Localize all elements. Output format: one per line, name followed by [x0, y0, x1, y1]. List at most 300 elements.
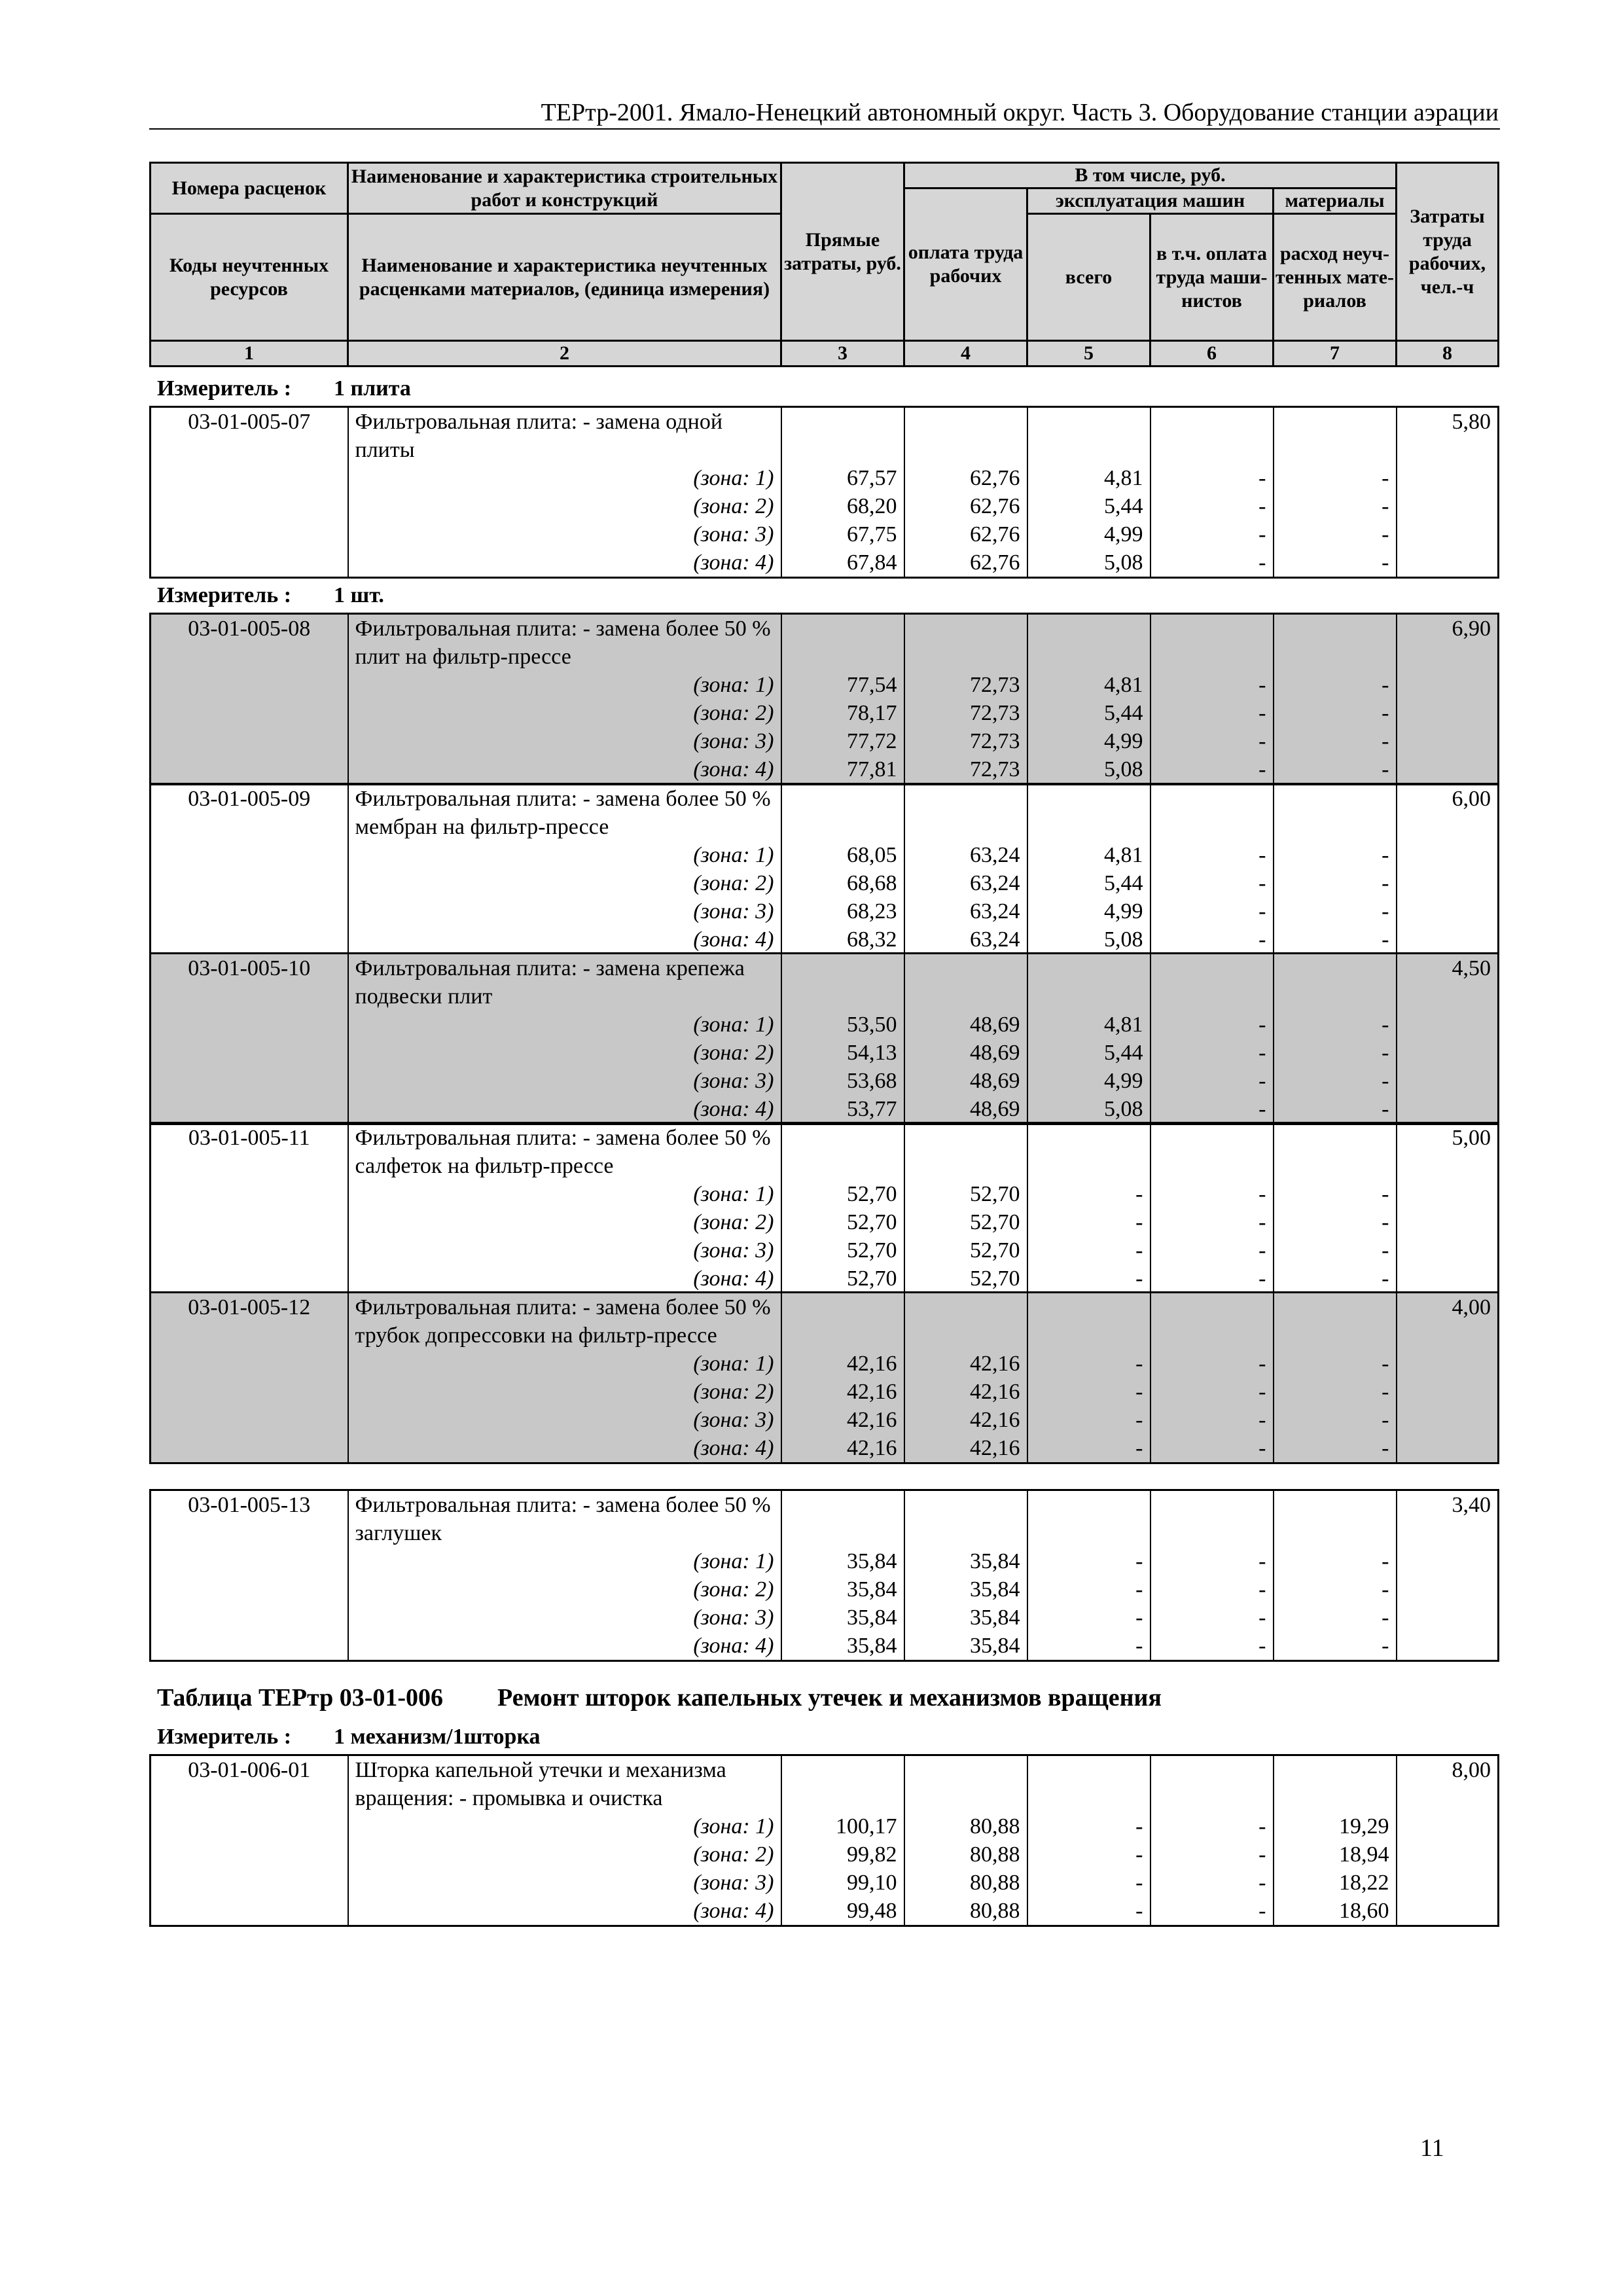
machines-total: - — [1027, 1812, 1150, 1840]
direct-costs: 35,84 — [781, 1632, 904, 1661]
table-row — [151, 614, 1499, 672]
machines-total: 5,44 — [1027, 492, 1150, 520]
worker-pay: 62,76 — [904, 492, 1027, 520]
worker-pay: 35,84 — [904, 1575, 1027, 1604]
machinist-pay: - — [1150, 1869, 1274, 1897]
worker-pay: 35,84 — [904, 1547, 1027, 1575]
worker-pay: 72,73 — [904, 671, 1027, 699]
worker-pay: 80,88 — [904, 1840, 1027, 1869]
zone-label: (зона: 4) — [348, 1434, 781, 1463]
empty-cell — [904, 614, 1027, 672]
table-row — [151, 1378, 1499, 1406]
direct-costs: 67,84 — [781, 548, 904, 578]
zone-label: (зона: 2) — [348, 699, 781, 727]
zone-label: (зона: 1) — [348, 1011, 781, 1039]
machinist-pay: - — [1150, 1632, 1274, 1661]
table-name: Ремонт шторок капельных утечек и механизмов вращения — [497, 1684, 1162, 1712]
empty-cell — [1027, 1755, 1150, 1813]
empty-cell — [1274, 614, 1397, 672]
direct-costs: 68,20 — [781, 492, 904, 520]
worker-pay: 62,76 — [904, 548, 1027, 578]
material-use: - — [1274, 1180, 1397, 1208]
machines-total: 4,99 — [1027, 1067, 1150, 1095]
table-row — [151, 1840, 1499, 1869]
machines-total: - — [1027, 1236, 1150, 1265]
direct-costs: 67,57 — [781, 464, 904, 492]
labor-cost: 4,00 — [1397, 1293, 1499, 1463]
worker-pay: 48,69 — [904, 1039, 1027, 1067]
material-use: - — [1274, 1350, 1397, 1378]
rate-code: 03-01-005-12 — [151, 1293, 348, 1463]
machines-total: - — [1027, 1869, 1150, 1897]
zone-label: (зона: 2) — [348, 492, 781, 520]
empty-cell — [1027, 954, 1150, 1011]
table-row — [151, 1067, 1499, 1095]
zone-label: (зона: 1) — [348, 1547, 781, 1575]
measure-value: 1 шт. — [334, 583, 384, 607]
machinist-pay: - — [1150, 1434, 1274, 1463]
direct-costs: 42,16 — [781, 1350, 904, 1378]
worker-pay: 62,76 — [904, 464, 1027, 492]
machines-total: 5,08 — [1027, 755, 1150, 785]
machines-total: - — [1027, 1547, 1150, 1575]
machinist-pay: - — [1150, 699, 1274, 727]
machinist-pay: - — [1150, 1604, 1274, 1632]
zone-label: (зона: 3) — [348, 1236, 781, 1265]
zone-label: (зона: 4) — [348, 1265, 781, 1294]
material-use: - — [1274, 1406, 1397, 1434]
table-row — [151, 954, 1499, 1011]
table-row — [151, 699, 1499, 727]
rate-name: Фильтровальная плита: - замена крепежа подвески плит — [348, 954, 781, 1011]
direct-costs: 77,54 — [781, 671, 904, 699]
machinist-pay: - — [1150, 1265, 1274, 1294]
machines-total: 4,81 — [1027, 464, 1150, 492]
worker-pay: 52,70 — [904, 1265, 1027, 1294]
table-row — [151, 1869, 1499, 1897]
machinist-pay: - — [1150, 1067, 1274, 1095]
machinist-pay: - — [1150, 727, 1274, 755]
worker-pay: 42,16 — [904, 1406, 1027, 1434]
empty-cell — [1274, 784, 1397, 842]
direct-costs: 53,68 — [781, 1067, 904, 1095]
col-number: 2 — [348, 341, 781, 367]
direct-costs: 42,16 — [781, 1378, 904, 1406]
direct-costs: 53,77 — [781, 1095, 904, 1124]
measure-label: Измеритель : — [157, 583, 292, 607]
empty-cell — [1150, 614, 1274, 672]
direct-costs: 42,16 — [781, 1406, 904, 1434]
header-materials: материалы — [1274, 188, 1397, 214]
col-number: 8 — [1397, 341, 1499, 367]
empty-cell — [904, 1755, 1027, 1813]
table-title — [157, 1683, 1162, 1712]
machines-total: 5,08 — [1027, 1095, 1150, 1124]
labor-cost: 3,40 — [1397, 1490, 1499, 1661]
direct-costs: 78,17 — [781, 699, 904, 727]
zone-label: (зона: 2) — [348, 1378, 781, 1406]
table-row — [151, 1208, 1499, 1236]
empty-cell — [1150, 1123, 1274, 1181]
direct-costs: 68,05 — [781, 841, 904, 869]
table-row — [151, 1575, 1499, 1604]
table-row — [151, 1406, 1499, 1434]
table-row — [151, 1350, 1499, 1378]
table-row — [151, 1490, 1499, 1548]
direct-costs: 99,48 — [781, 1897, 904, 1926]
empty-cell — [781, 1293, 904, 1350]
rate-name: Фильтровальная плита: - замена более 50 % заглушек — [348, 1490, 781, 1548]
material-use: - — [1274, 520, 1397, 548]
page-number: 11 — [1420, 2134, 1444, 2162]
header-worker-pay: оплата труда рабочих — [904, 188, 1027, 341]
empty-cell — [1274, 1293, 1397, 1350]
zone-label: (зона: 1) — [348, 1350, 781, 1378]
machinist-pay: - — [1150, 1095, 1274, 1124]
material-use: - — [1274, 464, 1397, 492]
col-number: 4 — [904, 341, 1027, 367]
rate-group — [149, 406, 1499, 579]
direct-costs: 54,13 — [781, 1039, 904, 1067]
empty-cell — [1150, 1293, 1274, 1350]
empty-cell — [1150, 407, 1274, 465]
empty-cell — [904, 1123, 1027, 1181]
direct-costs: 77,72 — [781, 727, 904, 755]
zone-label: (зона: 4) — [348, 1897, 781, 1926]
machines-total: 5,08 — [1027, 925, 1150, 955]
table-header — [149, 162, 1499, 367]
material-use: 19,29 — [1274, 1812, 1397, 1840]
direct-costs: 35,84 — [781, 1575, 904, 1604]
table-row — [151, 1265, 1499, 1294]
machines-total: - — [1027, 1208, 1150, 1236]
worker-pay: 35,84 — [904, 1604, 1027, 1632]
direct-costs: 52,70 — [781, 1180, 904, 1208]
zone-label: (зона: 4) — [348, 1095, 781, 1124]
table-row — [151, 1039, 1499, 1067]
zone-label: (зона: 3) — [348, 520, 781, 548]
table-row — [151, 671, 1499, 699]
direct-costs: 99,82 — [781, 1840, 904, 1869]
machines-total: 5,44 — [1027, 869, 1150, 897]
rate-group — [149, 613, 1499, 785]
rate-name: Фильтровальная плита: - замена более 50 % трубок допрессовки на фильтр-прессе — [348, 1293, 781, 1350]
empty-cell — [904, 954, 1027, 1011]
labor-cost: 8,00 — [1397, 1755, 1499, 1926]
header-including: В том числе, руб. — [904, 163, 1397, 188]
rate-name: Фильтровальная плита: - замена более 50 % салфеток на фильтр-прессе — [348, 1123, 781, 1181]
header-direct-costs: Прямые затраты, руб. — [781, 163, 904, 341]
empty-cell — [781, 1490, 904, 1548]
direct-costs: 53,50 — [781, 1011, 904, 1039]
material-use: - — [1274, 727, 1397, 755]
empty-cell — [781, 1755, 904, 1813]
table-row — [151, 755, 1499, 785]
machines-total: 4,99 — [1027, 897, 1150, 925]
zone-label: (зона: 4) — [348, 1632, 781, 1661]
machines-total: 4,81 — [1027, 671, 1150, 699]
measure-label: Измеритель : — [157, 376, 292, 401]
material-use: - — [1274, 1236, 1397, 1265]
machines-total: - — [1027, 1350, 1150, 1378]
machines-total: - — [1027, 1604, 1150, 1632]
worker-pay: 42,16 — [904, 1350, 1027, 1378]
rate-name: Фильтровальная плита: - замена более 50 % мембран на фильтр-прессе — [348, 784, 781, 842]
rate-code: 03-01-005-10 — [151, 954, 348, 1124]
material-use: - — [1274, 1547, 1397, 1575]
material-use: - — [1274, 1265, 1397, 1294]
machinist-pay: - — [1150, 1840, 1274, 1869]
measure-line — [157, 1724, 541, 1750]
direct-costs: 52,70 — [781, 1236, 904, 1265]
table-row — [151, 1812, 1499, 1840]
direct-costs: 42,16 — [781, 1434, 904, 1463]
rate-name: Фильтровальная плита: - замена более 50 % плит на фильтр-прессе — [348, 614, 781, 672]
material-use: - — [1274, 548, 1397, 578]
zone-label: (зона: 4) — [348, 925, 781, 955]
col-number: 1 — [151, 341, 348, 367]
table-row — [151, 1011, 1499, 1039]
machinist-pay: - — [1150, 1812, 1274, 1840]
table-row — [151, 548, 1499, 578]
worker-pay: 52,70 — [904, 1180, 1027, 1208]
material-use: - — [1274, 699, 1397, 727]
machinist-pay: - — [1150, 1350, 1274, 1378]
labor-cost: 6,90 — [1397, 614, 1499, 785]
empty-cell — [781, 407, 904, 465]
header-machinist-pay: в т.ч. оплата труда маши-нистов — [1150, 214, 1274, 341]
machines-total: - — [1027, 1434, 1150, 1463]
worker-pay: 48,69 — [904, 1067, 1027, 1095]
table-row — [151, 869, 1499, 897]
machinist-pay: - — [1150, 1236, 1274, 1265]
material-use: - — [1274, 1208, 1397, 1236]
zone-label: (зона: 4) — [348, 548, 781, 578]
material-use: - — [1274, 1378, 1397, 1406]
direct-costs: 52,70 — [781, 1208, 904, 1236]
machinist-pay: - — [1150, 492, 1274, 520]
machines-total: - — [1027, 1378, 1150, 1406]
machines-total: - — [1027, 1632, 1150, 1661]
header-material-use: расход неуч-тенных мате-риалов — [1274, 214, 1397, 341]
machines-total: - — [1027, 1575, 1150, 1604]
machinist-pay: - — [1150, 925, 1274, 955]
empty-cell — [1274, 954, 1397, 1011]
worker-pay: 72,73 — [904, 699, 1027, 727]
zone-label: (зона: 4) — [348, 755, 781, 785]
machinist-pay: - — [1150, 671, 1274, 699]
zone-label: (зона: 2) — [348, 1575, 781, 1604]
zone-label: (зона: 2) — [348, 1039, 781, 1067]
rate-code: 03-01-005-08 — [151, 614, 348, 785]
material-use: - — [1274, 671, 1397, 699]
measure-value: 1 механизм/1шторка — [334, 1725, 541, 1749]
direct-costs: 68,68 — [781, 869, 904, 897]
rate-group — [149, 952, 1499, 1125]
machinist-pay: - — [1150, 1208, 1274, 1236]
machinist-pay: - — [1150, 1378, 1274, 1406]
rate-name: Фильтровальная плита: - замена одной плиты — [348, 407, 781, 465]
rate-group — [149, 1291, 1499, 1464]
labor-cost: 5,80 — [1397, 407, 1499, 578]
machines-total: 5,44 — [1027, 1039, 1150, 1067]
machinist-pay: - — [1150, 869, 1274, 897]
machines-total: 5,44 — [1027, 699, 1150, 727]
worker-pay: 80,88 — [904, 1897, 1027, 1926]
machinist-pay: - — [1150, 1575, 1274, 1604]
labor-cost: 5,00 — [1397, 1123, 1499, 1294]
empty-cell — [1027, 407, 1150, 465]
empty-cell — [1274, 1490, 1397, 1548]
worker-pay: 42,16 — [904, 1378, 1027, 1406]
empty-cell — [904, 784, 1027, 842]
table-row — [151, 897, 1499, 925]
zone-label: (зона: 1) — [348, 671, 781, 699]
empty-cell — [1274, 1123, 1397, 1181]
machinist-pay: - — [1150, 1547, 1274, 1575]
table-row — [151, 1897, 1499, 1926]
rate-code: 03-01-005-13 — [151, 1490, 348, 1661]
machinist-pay: - — [1150, 1039, 1274, 1067]
empty-cell — [781, 614, 904, 672]
worker-pay: 72,73 — [904, 727, 1027, 755]
zone-label: (зона: 2) — [348, 1208, 781, 1236]
empty-cell — [904, 1490, 1027, 1548]
header-rate-numbers: Номера расценок — [151, 163, 348, 214]
table-row — [151, 1604, 1499, 1632]
material-use: - — [1274, 897, 1397, 925]
table-row — [151, 1123, 1499, 1181]
col-number: 6 — [1150, 341, 1274, 367]
empty-cell — [1027, 1293, 1150, 1350]
zone-label: (зона: 1) — [348, 1180, 781, 1208]
material-use: - — [1274, 841, 1397, 869]
empty-cell — [1150, 954, 1274, 1011]
material-use: - — [1274, 1011, 1397, 1039]
material-use: - — [1274, 755, 1397, 785]
worker-pay: 35,84 — [904, 1632, 1027, 1661]
empty-cell — [1150, 1755, 1274, 1813]
zone-label: (зона: 1) — [348, 464, 781, 492]
machinist-pay: - — [1150, 1406, 1274, 1434]
col-number: 3 — [781, 341, 904, 367]
empty-cell — [781, 784, 904, 842]
table-row — [151, 1755, 1499, 1813]
machines-total: - — [1027, 1840, 1150, 1869]
empty-cell — [1274, 1755, 1397, 1813]
worker-pay: 63,24 — [904, 869, 1027, 897]
material-use: - — [1274, 1039, 1397, 1067]
header-material-name: Наименование и характеристика неучтенных расценками материалов, (единица измерения) — [348, 214, 781, 341]
rate-name: Шторка капельной утечки и механизма вращения: - промывка и очистка — [348, 1755, 781, 1813]
machines-total: 4,81 — [1027, 841, 1150, 869]
direct-costs: 35,84 — [781, 1604, 904, 1632]
material-use: - — [1274, 1067, 1397, 1095]
zone-label: (зона: 1) — [348, 841, 781, 869]
worker-pay: 80,88 — [904, 1869, 1027, 1897]
measure-line — [157, 376, 411, 402]
table-row — [151, 925, 1499, 955]
machines-total: - — [1027, 1265, 1150, 1294]
measure-line — [157, 583, 384, 609]
machinist-pay: - — [1150, 897, 1274, 925]
measure-value: 1 плита — [334, 376, 411, 401]
header-work-name: Наименование и характеристика строительных работ и конструкций — [348, 163, 781, 214]
machines-total: - — [1027, 1406, 1150, 1434]
material-use: - — [1274, 492, 1397, 520]
header-machines: эксплуатация машин — [1027, 188, 1274, 214]
col-number: 5 — [1027, 341, 1150, 367]
rate-code: 03-01-005-07 — [151, 407, 348, 578]
worker-pay: 52,70 — [904, 1236, 1027, 1265]
col-number: 7 — [1274, 341, 1397, 367]
empty-cell — [1027, 1123, 1150, 1181]
labor-cost: 6,00 — [1397, 784, 1499, 955]
zone-label: (зона: 3) — [348, 1406, 781, 1434]
machines-total: 4,99 — [1027, 520, 1150, 548]
rate-group — [149, 1122, 1499, 1295]
direct-costs: 99,10 — [781, 1869, 904, 1897]
table-row — [151, 1236, 1499, 1265]
table-row — [151, 784, 1499, 842]
worker-pay: 42,16 — [904, 1434, 1027, 1463]
worker-pay: 63,24 — [904, 897, 1027, 925]
worker-pay: 48,69 — [904, 1011, 1027, 1039]
rate-group — [149, 1489, 1499, 1662]
machinist-pay: - — [1150, 464, 1274, 492]
material-use: - — [1274, 1604, 1397, 1632]
material-use: - — [1274, 1434, 1397, 1463]
rate-group — [149, 783, 1499, 956]
machinist-pay: - — [1150, 1897, 1274, 1926]
empty-cell — [904, 407, 1027, 465]
measure-label: Измеритель : — [157, 1725, 292, 1749]
zone-label: (зона: 3) — [348, 897, 781, 925]
table-row — [151, 1095, 1499, 1124]
machinist-pay: - — [1150, 755, 1274, 785]
zone-label: (зона: 2) — [348, 869, 781, 897]
direct-costs: 52,70 — [781, 1265, 904, 1294]
table-row — [151, 520, 1499, 548]
direct-costs: 35,84 — [781, 1547, 904, 1575]
machinist-pay: - — [1150, 520, 1274, 548]
material-use: - — [1274, 1575, 1397, 1604]
rate-code: 03-01-006-01 — [151, 1755, 348, 1926]
machines-total: 4,81 — [1027, 1011, 1150, 1039]
page-header: ТЕРтр-2001. Ямало-Ненецкий автономный округ. Часть 3. Оборудование станции аэрации — [541, 99, 1499, 126]
material-use: - — [1274, 869, 1397, 897]
table-row — [151, 1434, 1499, 1463]
table-row — [151, 727, 1499, 755]
table-row — [151, 464, 1499, 492]
table-code: Таблица ТЕРтр 03-01-006 — [157, 1684, 444, 1712]
machines-total: - — [1027, 1180, 1150, 1208]
machinist-pay: - — [1150, 1180, 1274, 1208]
zone-label: (зона: 3) — [348, 1067, 781, 1095]
empty-cell — [1027, 1490, 1150, 1548]
rate-code: 03-01-005-09 — [151, 784, 348, 955]
worker-pay: 52,70 — [904, 1208, 1027, 1236]
empty-cell — [1150, 784, 1274, 842]
direct-costs: 100,17 — [781, 1812, 904, 1840]
empty-cell — [1150, 1490, 1274, 1548]
direct-costs: 68,23 — [781, 897, 904, 925]
table-row — [151, 492, 1499, 520]
worker-pay: 63,24 — [904, 841, 1027, 869]
empty-cell — [1027, 614, 1150, 672]
worker-pay: 80,88 — [904, 1812, 1027, 1840]
header-labor-costs: Затраты труда рабочих, чел.-ч — [1397, 163, 1499, 341]
